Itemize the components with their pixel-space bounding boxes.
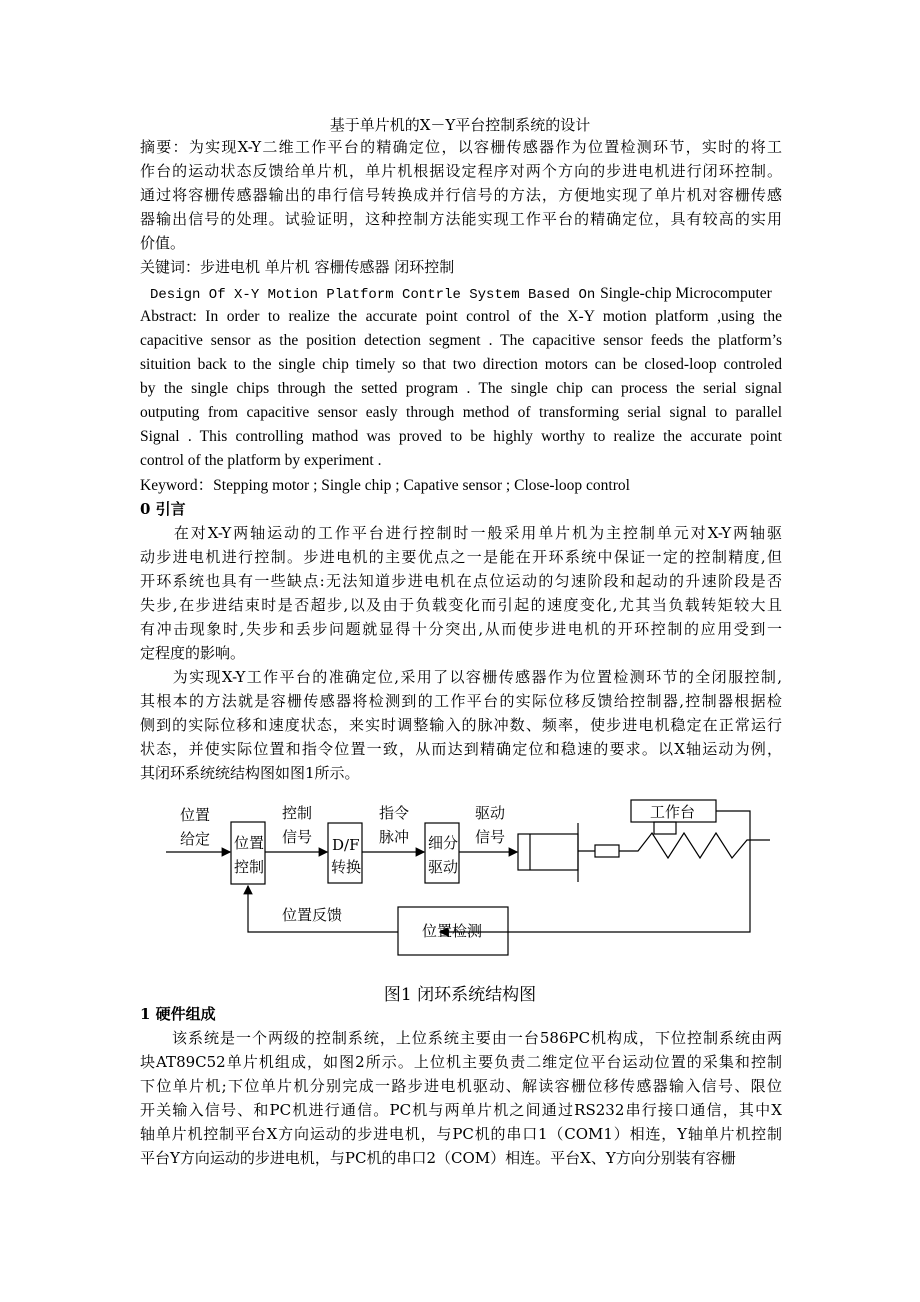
- english-title-part1: Design Of X-Y Motion Platform Contrle System Based On: [150, 287, 596, 303]
- text-line: 有冲击现象时,失步和丢步问题就显得十分突出,从而使步进电机的开环控制的应用受到一: [140, 620, 782, 638]
- text-line: 平台Y方向运动的步进电机，与PC机的串口2（COM）相连。平台X、Y方向分别装有容栅: [140, 1149, 736, 1167]
- text-line: 开环系统也具有一些缺点:无法知道步进电机在点位运动的匀速阶段和起动的升速阶段是否: [140, 572, 782, 590]
- text-line: 其闭环系统统结构图如图1所示。: [140, 764, 360, 782]
- text-line: 为实现X-Y工作平台的准确定位,采用了以容栅传感器作为位置检测环节的全闭服控制,: [140, 668, 782, 686]
- text-line: 动步进电机进行控制。步进电机的主要优点之一是能在开环系统中保证一定的控制精度,但: [140, 548, 782, 566]
- label: 驱动: [475, 804, 506, 822]
- figure-caption: 图1 闭环系统结构图: [383, 985, 537, 1005]
- text-line: 开关输入信号、和PC机进行通信。PC机与两单片机之间通过RS232串行接口通信，其中X: [140, 1101, 782, 1119]
- english-title-part2: Single-chip Microcomputer: [600, 285, 772, 302]
- text-line: 通过将容栅传感器输出的串行信号转换成并行信号的方法，方便地实现了单片机对容栅传感: [140, 186, 782, 204]
- keywords-en: Keyword：Stepping motor ; Single chip ; Capative sensor ; Close-loop control: [140, 477, 630, 494]
- label: 信号: [475, 828, 506, 846]
- coupling-icon: [595, 845, 619, 857]
- label: 位置检测: [422, 922, 483, 940]
- label: D/F: [332, 836, 360, 854]
- paragraph-intro-1: [140, 521, 782, 665]
- text-line: 轴单片机控制平台X方向运动的步进电机，与PC机的串口1（COM1）相连，Y轴单片机控制: [140, 1125, 782, 1143]
- text-line: 侧到的实际位移和速度状态，来实时调整输入的脉冲数、频率，使步进电机稳定在正常运行: [140, 716, 782, 734]
- text-line: Abstract: In order to realize the accurate point control of the X-Y motion platform ,using the: [140, 308, 782, 325]
- paper-title: 基于单片机的X－Y平台控制系统的设计: [329, 116, 591, 134]
- text-line: Signal . This controlling mathod was proved to be highly worthy to realize the accurate point: [140, 428, 782, 445]
- label: 脉冲: [379, 828, 410, 846]
- text-line: 作台的运动状态反馈给单片机，单片机根据设定程序对两个方向的步进电机进行闭环控制。: [140, 162, 782, 180]
- text-line: 摘要：为实现X-Y二维工作平台的精确定位，以容栅传感器作为位置检测环节，实时的将工: [140, 138, 782, 156]
- paragraph-hardware: [140, 1026, 782, 1170]
- text-line: control of the platform by experiment .: [140, 452, 382, 469]
- label: 工作台: [650, 803, 696, 821]
- label: 控制: [282, 804, 313, 822]
- text-line: 在对X-Y两轴运动的工作平台进行控制时一般采用单片机为主控制单元对X-Y两轴驱: [140, 524, 782, 542]
- label: 给定: [180, 830, 211, 848]
- text-line: 定程度的影响。: [140, 644, 246, 662]
- text-line: situition back to the single chip timely so that two direction motors can be closed-loop controled: [140, 356, 782, 373]
- section-heading-intro: 0 引言: [140, 500, 186, 518]
- english-title: [140, 281, 782, 305]
- text-line: 下位单片机;下位单片机分别完成一路步进电机驱动、解读容栅位移传感器输入信号、限位: [140, 1077, 782, 1095]
- text-line: 价值。: [140, 234, 186, 252]
- label: 驱动: [428, 858, 459, 876]
- abstract-cn: [140, 135, 782, 255]
- label: 信号: [282, 828, 313, 846]
- label: 位置: [180, 806, 211, 824]
- label: 位置: [234, 834, 265, 852]
- label: 指令: [379, 804, 410, 822]
- keywords-cn: 关键词：步进电机 单片机 容栅传感器 闭环控制: [140, 258, 455, 276]
- text-line: 状态，并使实际位置和指令位置一致，从而达到精确定位和稳速的要求。以X轴运动为例，: [140, 740, 782, 758]
- label: 位置反馈: [282, 906, 343, 924]
- label: 细分: [428, 834, 459, 852]
- paragraph-intro-2: [140, 665, 782, 785]
- text-line: capacitive sensor as the position detection segment . The capacitive sensor feeds the platform’s: [140, 332, 782, 349]
- label: 转换: [331, 858, 362, 876]
- text-line: 失步,在步进结束时是否超步,以及由于负载变化而引起的速度变化,尤其当负载转矩较大且: [140, 596, 782, 614]
- text-line: 块AT89C52单片机组成，如图2所示。上位机主要负责二维定位平台运动位置的采集和控制: [140, 1053, 782, 1071]
- abstract-en: [140, 305, 782, 473]
- stepper-motor-icon: [518, 823, 578, 882]
- lead-screw-icon: [619, 833, 770, 858]
- text-line: outputing from capacitive sensor easly through method of transforming serial signal to parallel: [140, 404, 782, 421]
- closed-loop-diagram: [130, 790, 770, 970]
- label: 控制: [234, 858, 265, 876]
- text-line: 其根本的方法就是容栅传感器将检测到的工作平台的实际位移反馈给控制器,控制器根据检: [140, 692, 782, 710]
- text-line: 器输出信号的处理。试验证明，这种控制方法能实现工作平台的精确定位，具有较高的实用: [140, 210, 782, 228]
- section-heading-hardware: 1 硬件组成: [140, 1005, 216, 1023]
- text-line: by the single chips through the setted program . The single chip can process the serial signal: [140, 380, 782, 397]
- text-line: 该系统是一个两级的控制系统，上位系统主要由一台586PC机构成，下位控制系统由两: [140, 1029, 782, 1047]
